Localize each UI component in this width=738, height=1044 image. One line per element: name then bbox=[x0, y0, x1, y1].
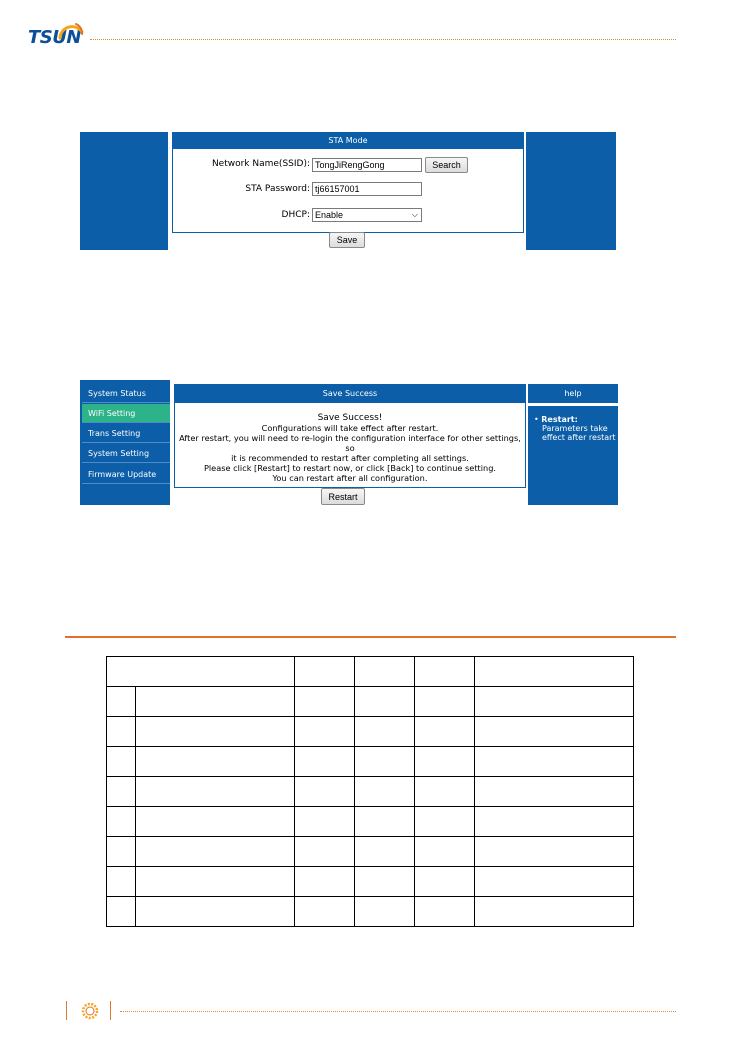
dhcp-select[interactable] bbox=[312, 208, 422, 222]
table-cell bbox=[355, 867, 415, 897]
table-cell bbox=[415, 867, 475, 897]
table-cell bbox=[295, 687, 355, 717]
table-cell bbox=[295, 717, 355, 747]
table-cell bbox=[136, 807, 295, 837]
tsun-logo: TSUN bbox=[28, 27, 81, 48]
table-cell bbox=[415, 807, 475, 837]
help-heading: Restart: bbox=[541, 415, 578, 424]
table-cell bbox=[107, 897, 136, 927]
header-divider bbox=[90, 39, 676, 40]
password-input[interactable]: tj66157001 bbox=[312, 182, 422, 196]
sidebar-item-firmware-update[interactable]: Firmware Update bbox=[82, 465, 170, 484]
sta-mode-title: STA Mode bbox=[172, 132, 524, 149]
table-row bbox=[107, 687, 634, 717]
table-cell bbox=[415, 897, 475, 927]
table-cell bbox=[107, 777, 136, 807]
help-title: help bbox=[528, 384, 618, 403]
restart-button[interactable]: Restart bbox=[321, 488, 365, 505]
table-cell bbox=[295, 897, 355, 927]
message-line: Please click [Restart] to restart now, or click [Back] to continue setting. bbox=[203, 463, 497, 473]
table-cell bbox=[355, 837, 415, 867]
table-cell bbox=[136, 717, 295, 747]
table-cell bbox=[355, 717, 415, 747]
table-cell bbox=[475, 837, 634, 867]
sidebar-item-wifi-setting[interactable]: WiFi Setting bbox=[82, 404, 170, 423]
table-cell bbox=[295, 657, 355, 687]
table-row bbox=[107, 747, 634, 777]
table-cell bbox=[415, 747, 475, 777]
sidebar-item-system-status[interactable]: System Status bbox=[82, 384, 170, 403]
table-cell bbox=[355, 747, 415, 777]
table-cell bbox=[107, 717, 136, 747]
bullet-icon: • bbox=[534, 415, 539, 424]
empty-table bbox=[106, 656, 634, 927]
table-cell bbox=[355, 777, 415, 807]
table-cell bbox=[107, 807, 136, 837]
table-cell bbox=[355, 807, 415, 837]
table-cell bbox=[295, 777, 355, 807]
table-cell bbox=[136, 777, 295, 807]
table-cell bbox=[107, 747, 136, 777]
save-success-screenshot bbox=[80, 380, 618, 505]
help-body bbox=[534, 415, 616, 442]
table-cell bbox=[475, 807, 634, 837]
message-line: it is recommended to restart after completing all settings. bbox=[231, 453, 469, 463]
chevron-down-icon: ⌵ bbox=[411, 210, 418, 219]
search-button[interactable]: Search bbox=[425, 157, 468, 173]
table-cell bbox=[295, 837, 355, 867]
message-line: Configurations will take effect after restart. bbox=[261, 423, 439, 433]
dhcp-label: DHCP: bbox=[281, 210, 310, 220]
table-cell bbox=[107, 837, 136, 867]
table-row bbox=[107, 897, 634, 927]
table-cell bbox=[136, 897, 295, 927]
save-success-message bbox=[174, 413, 526, 483]
logo-arc-icon bbox=[56, 20, 86, 42]
table-cell bbox=[355, 657, 415, 687]
footer-divider bbox=[120, 1011, 676, 1012]
table-cell bbox=[355, 687, 415, 717]
table-cell bbox=[136, 687, 295, 717]
table-row bbox=[107, 657, 634, 687]
table-row bbox=[107, 807, 634, 837]
table-cell bbox=[136, 747, 295, 777]
ssid-label: Network Name(SSID): bbox=[211, 159, 310, 169]
table-cell bbox=[107, 867, 136, 897]
table-cell bbox=[475, 867, 634, 897]
sidebar bbox=[80, 380, 170, 505]
dhcp-selected-value: Enable bbox=[315, 210, 344, 220]
table-cell bbox=[475, 717, 634, 747]
password-label: STA Password: bbox=[245, 184, 310, 194]
save-success-title: Save Success bbox=[174, 384, 526, 403]
save-button[interactable]: Save bbox=[329, 232, 365, 248]
table-cell bbox=[475, 657, 634, 687]
sta-mode-screenshot bbox=[80, 132, 616, 250]
table-cell bbox=[136, 867, 295, 897]
table-cell bbox=[107, 657, 295, 687]
table-row bbox=[107, 777, 634, 807]
help-panel bbox=[528, 406, 618, 505]
table-cell bbox=[415, 717, 475, 747]
table-cell bbox=[355, 897, 415, 927]
table-cell bbox=[415, 837, 475, 867]
table-cell bbox=[475, 747, 634, 777]
sidebar-item-system-setting[interactable]: System Setting bbox=[82, 444, 170, 463]
table-cell bbox=[415, 687, 475, 717]
table-cell bbox=[295, 747, 355, 777]
message-line: Save Success! bbox=[317, 413, 383, 423]
sun-icon bbox=[79, 1000, 101, 1022]
table-cell bbox=[415, 657, 475, 687]
right-panel bbox=[526, 132, 616, 250]
table-cell bbox=[107, 687, 136, 717]
table-row bbox=[107, 837, 634, 867]
table-cell bbox=[475, 687, 634, 717]
table-cell bbox=[415, 777, 475, 807]
table-cell bbox=[475, 897, 634, 927]
table-cell bbox=[475, 777, 634, 807]
message-line: You can restart after all configuration. bbox=[272, 473, 428, 483]
footer-bar-right bbox=[110, 1001, 111, 1020]
section-divider bbox=[65, 636, 676, 638]
ssid-input[interactable]: TongJiRengGong bbox=[312, 158, 422, 172]
table-cell bbox=[136, 837, 295, 867]
help-text: Parameters take effect after restart bbox=[542, 424, 616, 442]
table-cell bbox=[295, 807, 355, 837]
message-line: After restart, you will need to re-login the configuration interface for other settings, so bbox=[179, 433, 521, 453]
table-cell bbox=[295, 867, 355, 897]
sidebar-item-trans-setting[interactable]: Trans Setting bbox=[82, 424, 170, 443]
table-row bbox=[107, 867, 634, 897]
left-panel bbox=[80, 132, 168, 250]
table-row bbox=[107, 717, 634, 747]
footer-bar-left bbox=[66, 1001, 67, 1020]
